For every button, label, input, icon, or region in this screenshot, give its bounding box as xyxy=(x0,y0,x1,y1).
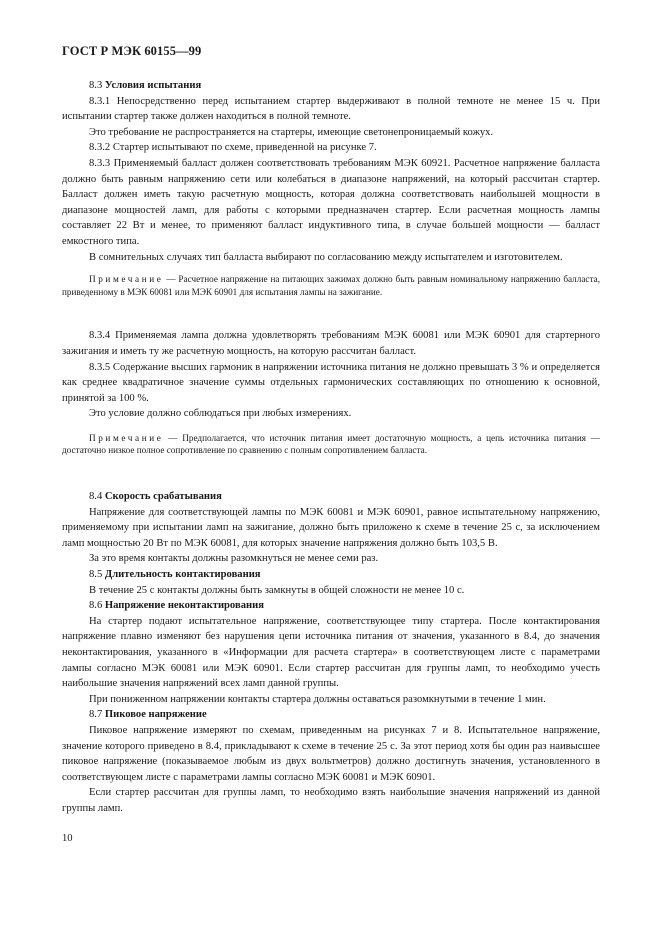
note-label: Примечание xyxy=(89,432,164,443)
section-heading-8-5 xyxy=(62,567,600,583)
section-number: 8.4 xyxy=(89,491,103,503)
paragraph: В сомнительных случаях тип балласта выбирают по согласованию между испытателем и изготовителем. xyxy=(89,251,563,263)
paragraph: В течение 25 с контакты должны быть замкнуты в общей сложности не менее 10 с. xyxy=(89,584,465,596)
section-heading-8-3 xyxy=(62,78,600,94)
paragraph: 8.3.3 Применяемый балласт должен соответствовать требованиям МЭК 60921. Расчетное напряжение балласта должно быть равным напряжению сети или колебаться в диапазоне напряжений, на который рассчитан стартер. Балласт должен иметь такую расчетную мощность, которая должна соответствовать наибольшей мощности в диапазоне мощностей ламп, для работы с которыми предназначен стартер. Если расчетная мощность лампы составляет 22 Вт и менее, то применяют балласт индуктивного типа, в случае большей мощности — балласт емкостного типа. xyxy=(62,157,600,247)
section-heading-8-4 xyxy=(62,489,600,505)
paragraph: 8.3.4 Применяемая лампа должна удовлетворять требованиям МЭК 60081 или МЭК 60901 для стартерного зажигания и иметь ту же расчетную мощность, на которую рассчитан балласт. xyxy=(62,330,600,357)
section-title: Напряжение неконтактирования xyxy=(104,600,264,612)
section-heading-8-6 xyxy=(62,598,600,614)
paragraph: 8.3.2 Стартер испытывают по схеме, приведенной на рисунке 7. xyxy=(89,142,377,154)
section-title: Условия испытания xyxy=(104,80,202,91)
document-body xyxy=(62,78,600,817)
note-text: — Предполагается, что источник питания имеет достаточную мощность, а цепь источника питания — достаточно низкое полное сопротивление по сравнению с полным сопротивлением балласта. xyxy=(62,432,600,456)
paragraph: Пиковое напряжение измеряют по схемам, приведенным на рисунках 7 и 8. Испытательное напряжение, значение которого приведено в 8.4, прикладывают к схеме в течение 25 с. За этот период хотя бы один раз наивысшее пиковое напряжение (показываемое любым из двух вольтметров) должно достигнуть значения, установленного в соответствующем листе с параметрами лампы согласно МЭК 60081 и МЭК 60901. xyxy=(62,724,600,783)
paragraph: За это время контакты должны разомкнуться не менее семи раз. xyxy=(89,553,379,565)
running-header: ГОСТ Р МЭК 60155—99 xyxy=(62,44,202,58)
paragraph: При пониженном напряжении контакты стартера должны оставаться разомкнутыми в течение 1 мин. xyxy=(89,693,546,705)
section-number: 8.6 xyxy=(89,600,103,612)
paragraph: На стартер подают испытательное напряжение, соответствующее типу стартера. После контактирования напряжение плавно изменяют без нарушения цепи источника питания от значения, указанного в 8.4, до значения неконтактирования, указанного в «Информации для расчета стартера» в соответствующем листе с параметрами лампы согласно МЭК 60081 или МЭК 60901. Если стартер рассчитан для группы ламп, то необходимо учесть наибольшие значения напряжений всех ламп данной группы. xyxy=(62,615,600,690)
note-label: Примечание xyxy=(89,274,164,285)
note-text: — Расчетное напряжение на питающих зажимах должно быть равным номинальному напряжению балласта, приведенному в МЭК 60081 или МЭК 60901 для испытания лампы на зажигание. xyxy=(62,274,601,297)
paragraph: 8.3.1 Непосредственно перед испытанием стартер выдерживают в полной темноте не менее 15 ч. При испытании стартер также должен находиться в полной темноте. xyxy=(62,95,600,123)
section-heading-8-7 xyxy=(62,707,600,723)
note-block xyxy=(62,273,600,298)
section-number: 8.7 xyxy=(89,709,103,721)
section-title: Скорость срабатывания xyxy=(104,491,222,503)
paragraph: Если стартер рассчитан для группы ламп, то необходимо взять наибольшие значения напряжений из данной группы ламп. xyxy=(62,787,600,814)
section-title: Длительность контактирования xyxy=(104,569,261,581)
paragraph: Напряжение для соответствующей лампы по МЭК 60081 и МЭК 60901, равное испытательному напряжению, применяемому при испытании ламп на зажигание, должно быть приложено к схеме в течение 25 с, за исключением ламп мощностью 20 Вт по МЭК 60081, для которых значение напряжения должно быть 103,5 В. xyxy=(62,506,600,549)
note-block xyxy=(62,432,600,457)
page-number: 10 xyxy=(62,833,73,844)
paragraph: 8.3.5 Содержание высших гармоник в напряжении источника питания не должно превышать 3 % и определяется как среднее квадратичное значение суммы отдельных гармонических составляющих по отношению к основной, принятой за 100 %. xyxy=(62,361,600,404)
paragraph: Это требование не распространяется на стартеры, имеющие светонепроницаемый кожух. xyxy=(89,126,494,138)
section-number: 8.5 xyxy=(89,569,103,581)
section-title: Пиковое напряжение xyxy=(104,709,207,721)
paragraph: Это условие должно соблюдаться при любых измерениях. xyxy=(89,408,352,420)
section-number: 8.3 xyxy=(89,80,103,91)
